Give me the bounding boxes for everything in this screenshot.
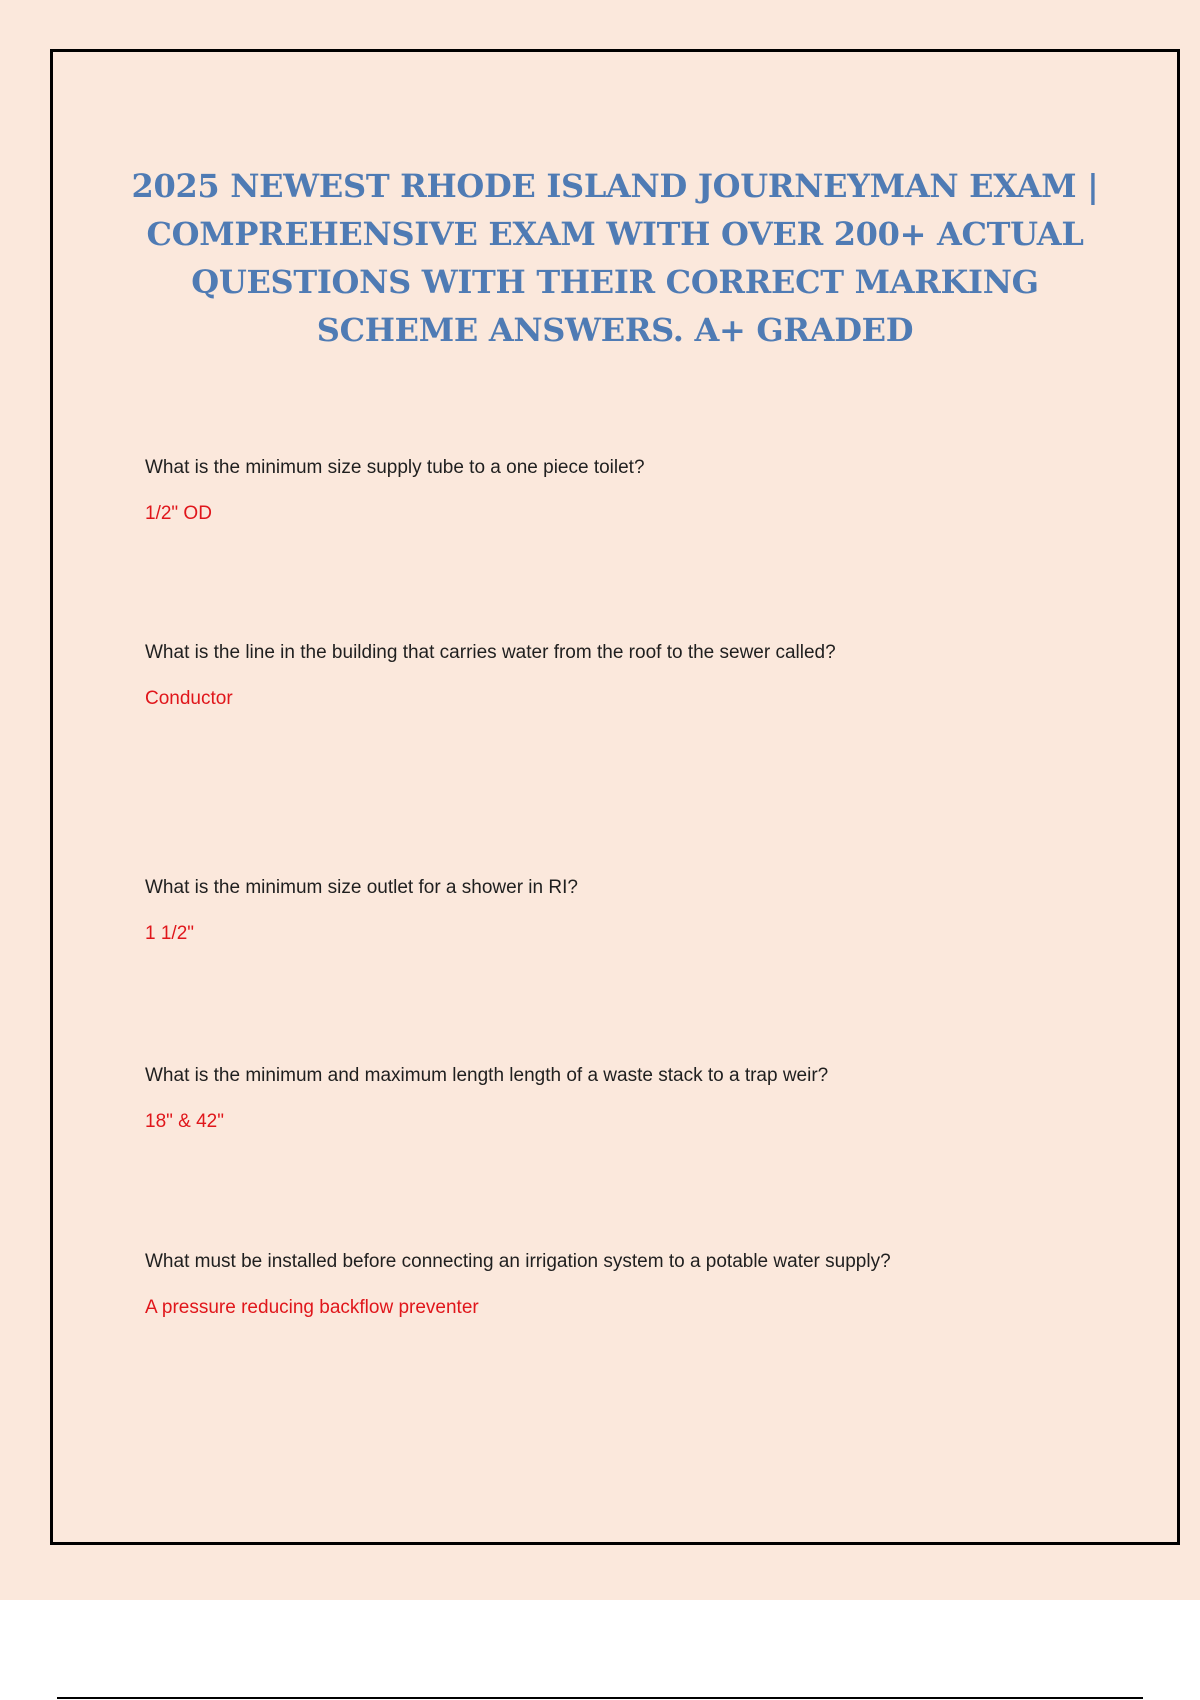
answer-5: A pressure reducing backflow preventer <box>145 1297 479 1318</box>
qa-item-2 <box>145 641 1145 711</box>
qa-item-5 <box>145 1250 1145 1320</box>
document-title: 2025 NEWEST RHODE ISLAND JOURNEYMAN EXAM | COMPREHENSIVE EXAM WITH OVER 200+ ACTUAL QUESTIONS WITH THEIR CORRECT MARKING SCHEME ANSWERS. A+ GRADED <box>131 167 1099 349</box>
answer-4: 18" & 42" <box>145 1111 224 1132</box>
question-2: What is the line in the building that carries water from the roof to the sewer called? <box>145 642 836 663</box>
next-page-divider <box>57 1697 1143 1699</box>
question-3: What is the minimum size outlet for a shower in RI? <box>145 877 578 898</box>
answer-3: 1 1/2" <box>145 923 195 944</box>
question-1: What is the minimum size supply tube to a one piece toilet? <box>145 457 645 478</box>
qa-item-4 <box>145 1064 1145 1134</box>
question-4: What is the minimum and maximum length length of a waste stack to a trap weir? <box>145 1065 829 1086</box>
answer-1: 1/2" OD <box>145 503 212 524</box>
answer-2: Conductor <box>145 688 233 709</box>
question-5: What must be installed before connecting an irrigation system to a potable water supply? <box>145 1251 891 1272</box>
qa-item-3 <box>145 876 1145 946</box>
qa-item-1 <box>145 456 1145 526</box>
